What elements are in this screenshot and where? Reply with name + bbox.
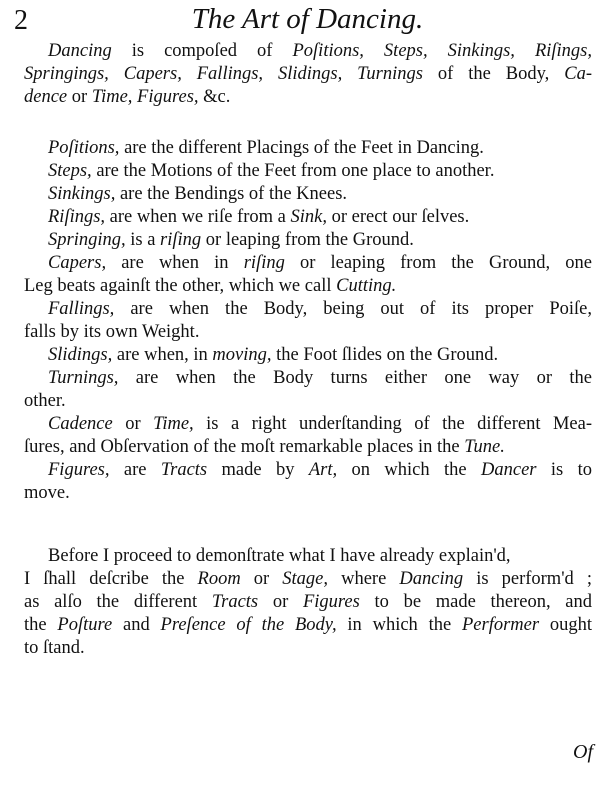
text-run: the [24, 615, 58, 635]
text-run: or [67, 87, 92, 107]
text-line [24, 63, 592, 86]
italic-run: Performer [462, 615, 540, 635]
text-line [24, 275, 592, 298]
italic-run: Steps, [48, 161, 92, 181]
text-run: or [258, 592, 303, 612]
italic-run: Dancing [399, 569, 464, 589]
text-line [24, 459, 592, 482]
text-run: I ſhall deſcribe the [24, 569, 198, 589]
italic-run: Tune. [464, 437, 505, 457]
italic-run: Capers, [48, 253, 107, 273]
italic-run: Cadence [48, 414, 113, 434]
text-run: are the Motions of the Feet from one place to another. [91, 161, 495, 181]
text-run: is a right underſtanding of the different Mea- [193, 414, 593, 434]
text-line [24, 591, 592, 614]
text-run: are the Bendings of the Knees. [115, 184, 348, 204]
text-run: are when the Body, being out of its proper Poiſe, [114, 299, 592, 319]
italic-run: Poſitions, [48, 138, 120, 158]
text-line [24, 390, 592, 413]
text-run: are when the Body turns either one way or the [118, 368, 592, 388]
text-run: is a [125, 230, 161, 250]
italic-run: riſing [243, 253, 285, 273]
italic-run: Room [197, 569, 241, 589]
text-line [24, 252, 592, 275]
italic-run: Dancing [48, 41, 112, 61]
text-run: on which the [337, 460, 482, 480]
italic-run: Slidings, [48, 345, 113, 365]
italic-run: Preſence of the Body, [160, 615, 337, 635]
running-title: The Art of Dancing. [191, 3, 424, 35]
text-run: as alſo the different [24, 592, 212, 612]
text-run: or [240, 569, 283, 589]
italic-run: Poſitions, Steps, Sinkings, Riſings, [292, 41, 592, 61]
italic-run: Springings, Capers, Fallings, Slidings, Turnings [24, 64, 423, 84]
text-run: made by [207, 460, 309, 480]
text-line [24, 160, 592, 183]
text-line [24, 183, 592, 206]
italic-run: Fallings, [48, 299, 115, 319]
intro-paragraph [24, 40, 592, 109]
text-run: is compoſed of [111, 41, 293, 61]
text-run: Before I proceed to demonſtrate what I have already explain'd, [48, 546, 511, 566]
italic-run: riſing [160, 230, 202, 250]
text-line [24, 137, 592, 160]
text-line [24, 321, 592, 344]
text-run: Leg beats againſt the other, which we call [24, 276, 337, 296]
text-run: and [112, 615, 161, 635]
text-line [24, 637, 592, 660]
text-run: is perform'd ; [463, 569, 592, 589]
text-run: is to [536, 460, 593, 480]
italic-run: Turnings, [48, 368, 119, 388]
text-run: or [112, 414, 154, 434]
text-run: are the different Placings of the Feet in Dancing. [119, 138, 484, 158]
text-run: to be made thereon, and [359, 592, 592, 612]
italic-run: Sink, [290, 207, 327, 227]
italic-run: Ca- [564, 64, 592, 84]
text-run: &c. [198, 87, 231, 107]
italic-run: Cutting. [336, 276, 397, 296]
text-line [24, 206, 592, 229]
text-line [24, 482, 592, 505]
italic-run: Figures, [48, 460, 110, 480]
catchword: Of [573, 741, 593, 763]
italic-run: Springing, [48, 230, 126, 250]
text-line [24, 614, 592, 637]
text-line [24, 413, 592, 436]
text-run: other. [24, 391, 66, 411]
definitions-paragraph [24, 137, 592, 505]
text-line [24, 86, 592, 109]
text-line [24, 229, 592, 252]
text-run: are [109, 460, 161, 480]
text-run: ſures, and Obſervation of the moſt remarkable places in the [24, 437, 465, 457]
text-line [24, 436, 592, 459]
text-line [24, 298, 592, 321]
closing-paragraph [24, 545, 592, 660]
italic-run: Art, [308, 460, 338, 480]
text-run: in which the [336, 615, 462, 635]
text-line [24, 568, 592, 591]
italic-run: Tracts [160, 460, 208, 480]
text-run: move. [24, 483, 70, 503]
italic-run: Poſture [57, 615, 113, 635]
italic-run: moving, [212, 345, 272, 365]
italic-run: dence [24, 87, 68, 107]
text-run: are when, in [112, 345, 213, 365]
text-run: or leaping from the Ground, one [284, 253, 592, 273]
italic-run: Time, Figures, [91, 87, 199, 107]
text-run: or leaping from the Ground. [201, 230, 414, 250]
italic-run: Riſings, [48, 207, 106, 227]
text-line [24, 344, 592, 367]
page-number: 2 [14, 5, 28, 36]
text-run: ought [539, 615, 593, 635]
italic-run: Figures [302, 592, 360, 612]
italic-run: Time, [153, 414, 194, 434]
italic-run: Tracts [211, 592, 259, 612]
text-run: are when we riſe from a [105, 207, 291, 227]
italic-run: Dancer [481, 460, 537, 480]
text-run: are when in [106, 253, 244, 273]
italic-run: Sinkings, [48, 184, 116, 204]
text-run: of the Body, [422, 64, 565, 84]
text-line [24, 367, 592, 390]
text-run: to ſtand. [24, 638, 85, 658]
text-run: the Foot ſlides on the Ground. [271, 345, 499, 365]
text-run: falls by its own Weight. [24, 322, 200, 342]
text-run: or erect our ſelves. [326, 207, 470, 227]
text-line [24, 545, 592, 568]
italic-run: Stage, [282, 569, 329, 589]
text-line [24, 40, 592, 63]
text-run: where [328, 569, 400, 589]
